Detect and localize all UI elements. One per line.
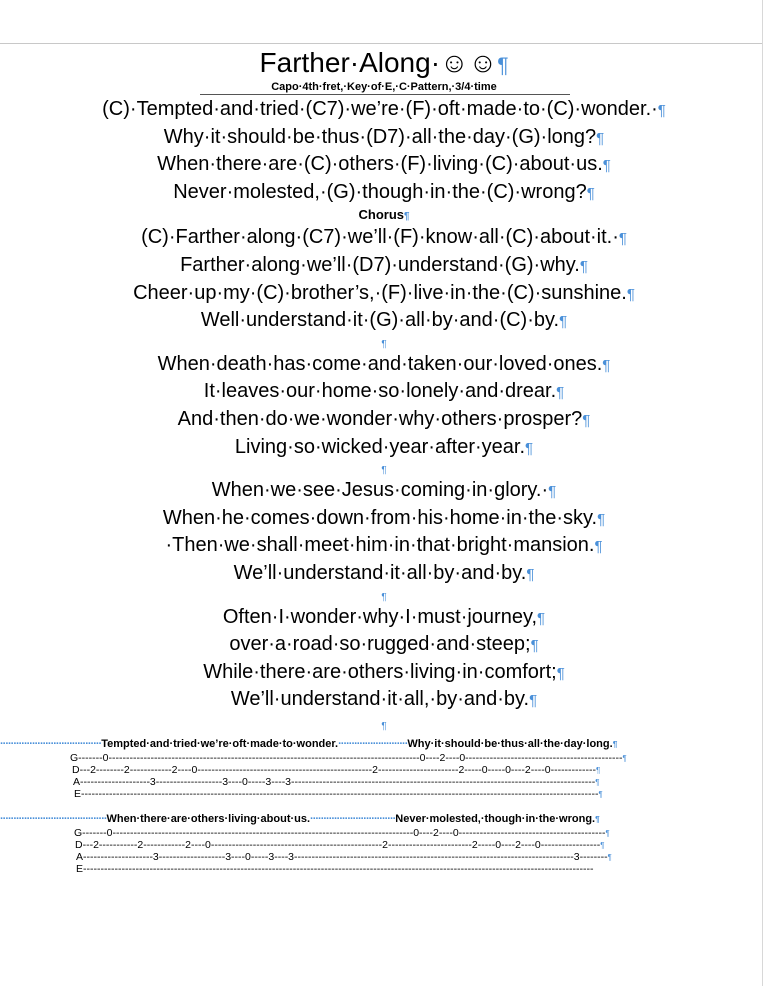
lyric-line: (C)·Tempted·and·tried·(C7)·we’re·(F)·oft·made·to·(C)·wonder.·¶ <box>102 98 666 120</box>
line-text: And·then·do·we·wonder·why·others·prosper? <box>177 407 583 430</box>
tab-string-g: G-------0--------------------------------------------------------------------------------------0----2----0------------------------------------------¶ <box>74 827 610 839</box>
tab-string-d: D---2--------2------------2----0--------------------------------------------------2-----------------------2-----0-----0----2----0-------------¶ <box>72 764 601 776</box>
lyric-line: (C)·Farther·along·(C7)·we’ll·(F)·know·all·(C)·about·it.·¶ <box>141 226 627 249</box>
lyric-line: When·we·see·Jesus·coming·in·glory.·¶ <box>211 479 557 502</box>
tab-lyric-row: ······································Tempted·and·tried·we’re·oft·made·to·wonder.··························Why·it·should·be·thus·all·the·day·long.¶ <box>0 738 618 750</box>
line-text: Why·it·should·be·thus·(D7)·all·the·day·(G)·long? <box>163 125 597 148</box>
line-text: When·he·comes·down·from·his·home·in·the·sky. <box>162 506 598 529</box>
line-text: (C)·Tempted·and·tried·(C7)·we’re·(F)·oft·made·to·(C)·wonder.· <box>102 98 658 120</box>
subtitle-underline <box>200 94 570 95</box>
line-text: Living·so·wicked·year·after·year. <box>234 435 526 458</box>
paragraph-break: ¶ <box>381 591 387 603</box>
lyric-line: We’ll·understand·it·all·by·and·by.¶ <box>233 561 535 584</box>
tab-lyric-row: ········································When·there·are·others·living·about·us.································Never·molested,·though·in·the·wrong.¶ <box>0 813 600 825</box>
line-text: Cheer·up·my·(C)·brother’s,·(F)·live·in·the·(C)·sunshine. <box>133 281 627 304</box>
lyric-line: Often·I·wonder·why·I·must·journey,¶ <box>222 605 546 628</box>
lyric-line: ·Then·we·shall·meet·him·in·that·bright·mansion.¶ <box>165 534 603 557</box>
line-text: We’ll·understand·it·all·by·and·by. <box>233 561 527 584</box>
line-text: Chorus <box>358 207 405 223</box>
lyric-line: It·leaves·our·home·so·lonely·and·drear.¶ <box>203 380 565 403</box>
line-text: (C)·Farther·along·(C7)·we’ll·(F)·know·all·(C)·about·it.· <box>141 226 619 249</box>
line-text: It·leaves·our·home·so·lonely·and·drear. <box>203 380 557 403</box>
line-text: When·there·are·(C)·others·(F)·living·(C)·about·us. <box>157 153 603 176</box>
line-text: When·we·see·Jesus·coming·in·glory.· <box>211 479 549 502</box>
paragraph-break: ¶ <box>381 720 387 732</box>
lyric-line: When·death·has·come·and·taken·our·loved·ones.¶ <box>157 352 611 375</box>
paragraph-break: ¶ <box>381 465 387 477</box>
line-text: ·Then·we·shall·meet·him·in·that·bright·mansion. <box>165 534 595 557</box>
lyric-line: Never·molested,·(G)·though·in·the·(C)·wrong?¶ <box>173 180 595 203</box>
lyric-line: When·he·comes·down·from·his·home·in·the·sky.¶ <box>162 506 606 529</box>
tab-string-g: G-------0-----------------------------------------------------------------------------------------0----2----0---------------------------------------------¶ <box>70 752 627 764</box>
lyric-line: When·there·are·(C)·others·(F)·living·(C)·about·us.¶ <box>157 153 611 176</box>
lyric-line: Living·so·wicked·year·after·year.¶ <box>234 435 534 458</box>
lyric-line: We’ll·understand·it·all,·by·and·by.¶ <box>230 688 538 711</box>
line-text: We’ll·understand·it·all,·by·and·by. <box>230 688 530 711</box>
lyric-line: Cheer·up·my·(C)·brother’s,·(F)·live·in·the·(C)·sunshine.¶ <box>133 281 635 304</box>
lyric-line: While·there·are·others·living·in·comfort;¶ <box>203 660 565 683</box>
tab-string-e: E-------------------------------------------------------------------------------------------------------------------------------------------------- <box>76 863 594 875</box>
paragraph-break: ¶ <box>381 338 387 350</box>
tab-string-e: E----------------------------------------------------------------------------------------------------------------------------------------------------¶ <box>74 788 603 800</box>
song-capo-info: Capo·4th·fret,·Key·of·E,·C·Pattern,·3/4·time <box>271 81 497 93</box>
tab-string-a: A--------------------3-------------------3----0-----3----3---------------------------------------------------------------------------------------¶ <box>73 776 600 788</box>
lyric-line: Why·it·should·be·thus·(D7)·all·the·day·(G)·long?¶ <box>163 125 605 148</box>
line-text: Farther·along·we’ll·(D7)·understand·(G)·why. <box>180 253 580 276</box>
line-text: Often·I·wonder·why·I·must·journey, <box>222 605 538 628</box>
page-top-border <box>0 43 762 44</box>
lyrics-block <box>0 96 768 742</box>
lyric-line: Farther·along·we’ll·(D7)·understand·(G)·why.¶ <box>180 253 588 276</box>
lyric-line: And·then·do·we·wonder·why·others·prosper?¶ <box>177 407 591 430</box>
line-text: Never·molested,·(G)·though·in·the·(C)·wrong? <box>173 180 587 203</box>
tab-string-a: A--------------------3-------------------3----0-----3----3--------------------------------------------------------------------------------3--------¶ <box>76 851 612 863</box>
lyric-line: Well·understand·it·(G)·all·by·and·(C)·by.¶ <box>200 309 568 332</box>
lyric-line: over·a·road·so·rugged·and·steep;¶ <box>229 633 539 656</box>
line-text: When·death·has·come·and·taken·our·loved·ones. <box>157 352 603 375</box>
chorus-heading: Chorus¶ <box>358 207 410 223</box>
line-text: over·a·road·so·rugged·and·steep; <box>229 633 531 656</box>
tab-block-1 <box>0 737 768 800</box>
song-title: Farther·Along·☺☺¶ <box>259 47 509 78</box>
tab-block-2 <box>0 812 768 875</box>
line-text: Well·understand·it·(G)·all·by·and·(C)·by. <box>200 309 560 332</box>
tab-string-d: D---2-----------2------------2----0-------------------------------------------------2------------------------2-----0----2----0-----------------¶ <box>75 839 605 851</box>
line-text: While·there·are·others·living·in·comfort; <box>203 660 557 683</box>
